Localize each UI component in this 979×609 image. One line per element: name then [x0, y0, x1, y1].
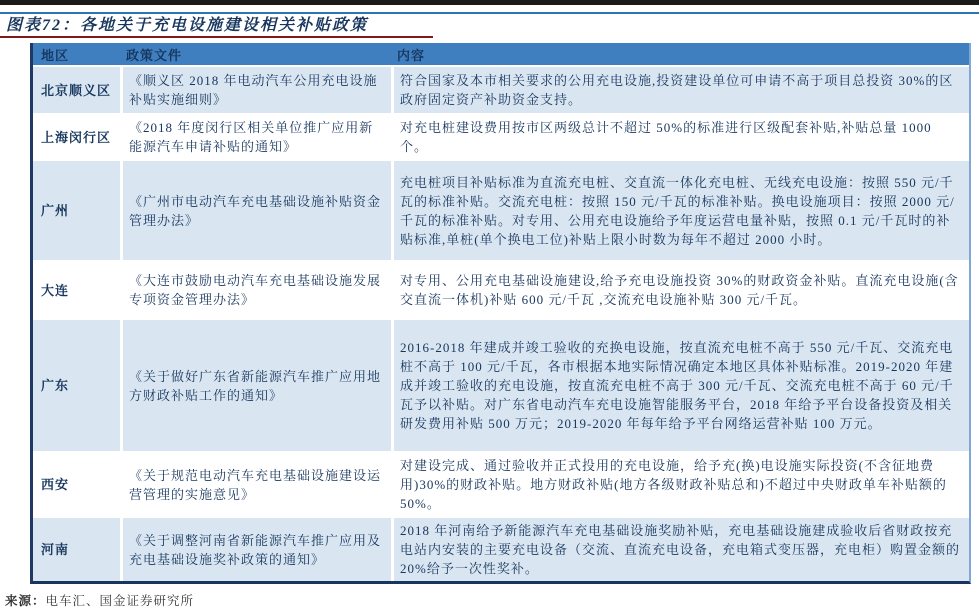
- table-row: [33, 161, 969, 260]
- title-underline: [0, 36, 433, 38]
- region-cell: 上海闵行区: [33, 115, 120, 159]
- table-row: [33, 320, 969, 451]
- top-divider-bar: [0, 0, 979, 5]
- source-label: 来源：: [5, 594, 46, 608]
- table-header-row: [33, 43, 969, 65]
- region-cell: 大连: [33, 262, 120, 318]
- header-rule-line: [0, 12, 979, 14]
- policy-cell: 《2018 年度闵行区相关单位推广应用新能源汽车申请补贴的通知》: [123, 115, 391, 159]
- content-cell: 对充电桩建设费用按市区两级总计不超过 50%的标准进行区级配套补贴,补贴总量 1000 个。: [394, 115, 969, 159]
- content-cell: 对建设完成、通过验收并正式投用的充电设施，给予充(换)电设施实际投资(不含征地费用)30%的财政补贴。地方财政补贴(地方各级财政补贴总和)不超过中央财政单车补贴额的 50%。: [394, 453, 969, 516]
- policy-cell: 《大连市鼓励电动汽车充电基础设施发展专项资金管理办法》: [123, 262, 391, 318]
- region-cell: 广东: [33, 320, 120, 451]
- policy-cell: 《关于做好广东省新能源汽车推广应用地方财政补贴工作的通知》: [123, 320, 391, 451]
- source-text: 电车汇、国金证券研究所: [45, 594, 195, 608]
- policy-cell: 《关于调整河南省新能源汽车推广应用及充电基础设施奖补政策的通知》: [123, 518, 391, 581]
- content-cell: 对专用、公用充电基础设施建设,给予充电设施投资 30%的财政资金补贴。直流充电设施(含交直流一体机)补贴 600 元/千瓦 ,交流充电设施补贴 300 元/千瓦。: [394, 262, 969, 318]
- subsidy-policy-table: [30, 43, 971, 584]
- header-content: 内容: [397, 47, 426, 63]
- table-row: [33, 453, 969, 516]
- region-cell: 河南: [33, 518, 120, 581]
- content-cell: 2016-2018 年建成并竣工验收的充换电设施，按直流充电桩不高于 550 元/千瓦、交流充电桩不高于 100 元/千瓦，各市根据本地实际情况确定本地区具体补贴标准。2019-2020 年建成并竣工验收的充电设施，按直流充电桩不高于 300 元/千瓦、交流充电桩不高于 60 元/千瓦予以补贴。对广东省电动汽车充电设施智能服务平台，2018 年给予平台设备投资及相关研发费用补贴 500 万元；2019-2020 年每年给予平台网络运营补贴 100 万元。: [394, 320, 969, 451]
- region-cell: 西安: [33, 453, 120, 516]
- policy-cell: 《顺义区 2018 年电动汽车公用充电设施补贴实施细则》: [123, 67, 391, 113]
- table-row: [33, 115, 969, 159]
- content-cell: 符合国家及本市相关要求的公用充电设施,投资建设单位可申请不高于项目总投资 30%的区政府固定资产补助资金支持。: [394, 67, 969, 113]
- header-policy: 政策文件: [126, 47, 183, 63]
- figure-title: 图表72：各地关于充电设施建设相关补贴政策: [6, 17, 369, 34]
- content-cell: 2018 年河南给予新能源汽车充电基础设施奖励补贴，充电基础设施建成验收后省财政按充电站内安装的主要充电设备（交流、直流充电设备，充电箱式变压器，充电柜）购置金额的 20%给予一次性奖补。: [394, 518, 969, 581]
- policy-cell: 《广州市电动汽车充电基础设施补贴资金管理办法》: [123, 161, 391, 260]
- table-row: [33, 518, 969, 581]
- table-row: [33, 262, 969, 318]
- source-note: [5, 591, 979, 609]
- region-cell: 北京顺义区: [33, 67, 120, 113]
- region-cell: 广州: [33, 161, 120, 260]
- policy-cell: 《关于规范电动汽车充电基础设施建设运营管理的实施意见》: [123, 453, 391, 516]
- content-cell: 充电桩项目补贴标准为直流充电桩、交直流一体化充电桩、无线充电设施：按照 550 元/千瓦的标准补贴。交流充电桩：按照 150 元/千瓦的标准补贴。换电设施项目：按照 2000 元/千瓦的标准补贴。对专用、公用充电设施给予年度运营电量补贴，按照 0.1 元/千瓦时的补贴标准,单桩(单个换电工位)补贴上限小时数为每年不超过 2000 小时。: [394, 161, 969, 260]
- header-region: 地区: [41, 47, 70, 63]
- table-row: [33, 67, 969, 113]
